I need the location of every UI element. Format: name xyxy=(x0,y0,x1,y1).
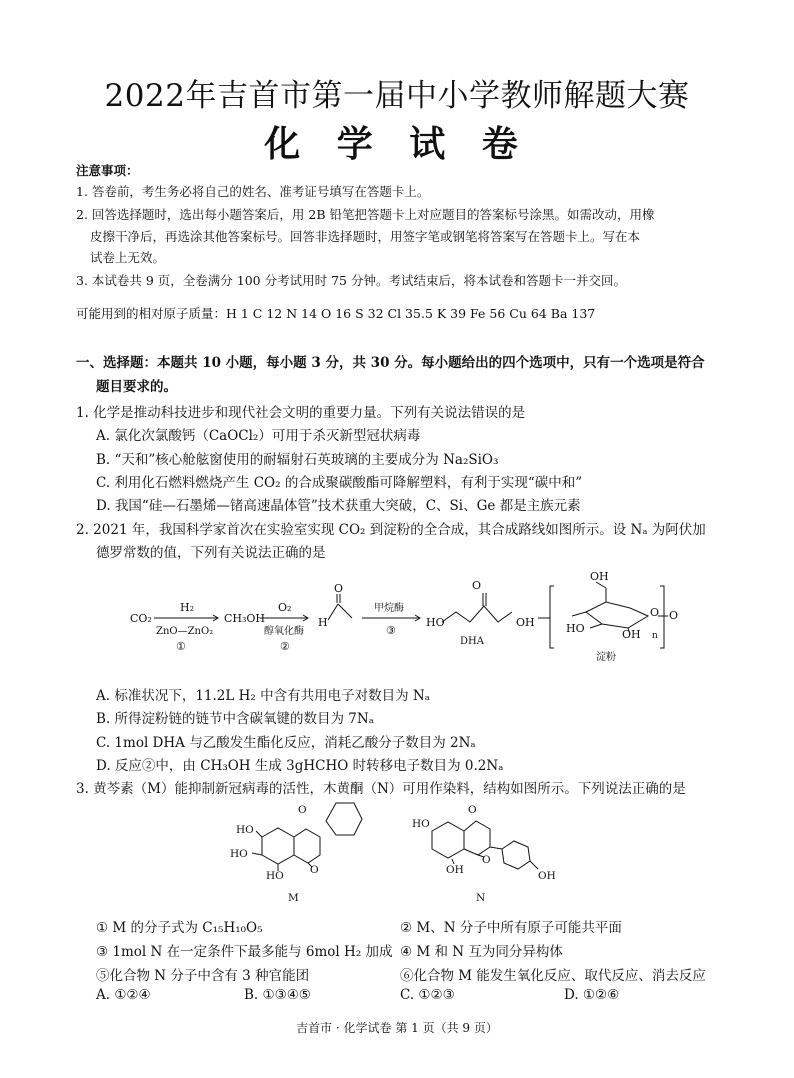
n-phenol-ring xyxy=(502,841,530,869)
q2-option-a: A. 标准状况下，11.2L H₂ 中含有共用电子对数目为 Nₐ xyxy=(96,688,430,704)
m-ho-1: HO xyxy=(236,824,254,836)
q2-option-c: C. 1mol DHA 与乙酸发生酯化反应，消耗乙酸分子数目为 2Nₐ xyxy=(96,735,476,751)
m-benzo-ring xyxy=(262,828,294,864)
q3-statement-2: ② M、N 分子中所有原子可能共平面 xyxy=(400,920,622,936)
scheme-co2: CO₂ xyxy=(130,612,152,625)
q3-option-b: B. ①③④⑤ xyxy=(244,987,311,1003)
n-benzo-ring xyxy=(432,822,464,858)
n-ho: HO xyxy=(412,818,430,830)
q2-stem: 2. 2021 年，我国科学家首次在实验室实现 CO₂ 到淀粉的全合成，其合成路线如图所示。设 Nₐ 为阿伏加 xyxy=(76,522,706,538)
scheme-starch-ho: HO xyxy=(566,622,585,635)
dha-skeleton xyxy=(442,606,512,622)
scheme-formaldehyde-o: O xyxy=(334,582,344,595)
scheme-ch3oh: CH₃OH xyxy=(224,612,266,625)
scheme-formaldehyde-h: H xyxy=(318,616,328,629)
hcho-bond xyxy=(328,604,338,620)
scheme-dha-oh: OH xyxy=(516,616,535,629)
m-pyranone-ring xyxy=(294,829,320,863)
scheme-h2: H₂ xyxy=(180,601,195,614)
n-pyranone-ring xyxy=(464,821,490,855)
m-ho-3: HO xyxy=(266,870,284,882)
q2-option-b: B. 所得淀粉链的链节中含碳氧键的数目为 7Nₐ xyxy=(96,711,374,727)
q3-structures xyxy=(226,801,576,905)
starch-right-bracket xyxy=(660,586,664,648)
scheme-cat2: 醇氧化酶 xyxy=(264,626,304,637)
scheme-starch-n: n xyxy=(652,631,658,641)
scheme-cat1: ZnO—ZnO₂ xyxy=(156,626,214,637)
m-phenyl-ring xyxy=(326,803,362,835)
q2-stem-cont: 德罗常数的值，下列有关说法正确的是 xyxy=(96,545,326,561)
scheme-step3: ③ xyxy=(386,624,396,637)
q3-stem: 3. 黄芩素（M）能抑制新冠病毒的活性，木黄酮（N）可用作染料，结构如图所示。下列说法正确的是 xyxy=(76,781,686,797)
n-o-keto: O xyxy=(482,854,491,866)
starch-oring-left xyxy=(572,612,586,616)
scheme-starch-oh: OH xyxy=(622,628,641,641)
scheme-cat3: 甲烷酶 xyxy=(374,603,404,614)
m-o-keto: O xyxy=(310,864,319,876)
scheme-dha-label: DHA xyxy=(460,636,484,647)
notice-item-2-end: 试卷上无效。 xyxy=(90,250,166,265)
q3-statement-3: ③ 1mol N 在一定条件下最多能与 6mol H₂ 加成 xyxy=(96,944,393,960)
q3-option-c: C. ①②③ xyxy=(400,987,455,1003)
q3-statement-5: ⑤化合物 N 分子中含有 3 种官能团 xyxy=(96,968,310,984)
notice-item-2: 2. 回答选择题时，选出每小题答案后，用 2B 铅笔把答题卡上对应题目的答案标号涂黑。如需改动，用橡 xyxy=(76,207,655,222)
n-oh-2: OH xyxy=(538,870,556,882)
n-oh-1: OH xyxy=(446,864,464,876)
scheme-starch-o-link: O xyxy=(669,609,679,622)
page-footer: 吉首市 · 化学试卷 第 1 页（共 9 页） xyxy=(296,1021,498,1035)
n-label: N xyxy=(476,892,486,904)
scheme-starch-label: 淀粉 xyxy=(596,652,616,663)
m-oh2-bond xyxy=(252,853,262,855)
q3-option-d: D. ①②⑥ xyxy=(564,987,620,1003)
q1-option-b: B. “天和”核心舱舷窗使用的耐辐射石英玻璃的主要成分为 Na₂SiO₃ xyxy=(96,452,499,468)
q1-option-a: A. 氯化次氯酸钙（CaOCl₂）可用于杀灭新型冠状病毒 xyxy=(96,428,421,444)
m-oh1-bond xyxy=(256,831,262,837)
q3-option-a: A. ①②④ xyxy=(96,987,151,1003)
m-label: M xyxy=(288,892,299,904)
q3-statement-4: ④ M 和 N 互为同分异构体 xyxy=(400,944,563,960)
q3-statement-1: ① M 的分子式为 C₁₅H₁₀O₅ xyxy=(96,920,263,936)
exam-subject: 化 学 试 卷 xyxy=(264,123,530,165)
scheme-dha-ho: HO xyxy=(426,616,445,629)
atomic-mass-line: 可能用到的相对原子质量：H 1 C 12 N 14 O 16 S 32 Cl 35.5 K 39 Fe 56 Cu 64 Ba 137 xyxy=(76,306,596,321)
exam-title: 2022年吉首市第一届中小学教师解题大赛 xyxy=(104,78,690,114)
starch-left-bracket xyxy=(550,586,554,648)
scheme-starch-o-ring: O xyxy=(650,606,660,619)
q1-stem: 1. 化学是推动科技进步和现代社会文明的重要力量。下列有关说法错误的是 xyxy=(76,405,526,421)
n-o-ring: O xyxy=(468,804,477,816)
scheme-step2: ② xyxy=(280,640,290,653)
section-heading: 一、选择题：本题共 10 小题，每小题 3 分，共 30 分。每小题给出的四个选项中，只有一个选项是符合 xyxy=(76,355,705,371)
starch-ring xyxy=(586,602,648,628)
n-oh2-bond xyxy=(530,861,538,869)
q1-option-d: D. 我国“硅—石墨烯—锗高速晶体管”技术获重大突破，C、Si、Ge 都是主族元素 xyxy=(96,498,581,514)
notice-item-1: 1. 答卷前，考生务必将自己的姓名、准考证号填写在答题卡上。 xyxy=(76,184,430,199)
n-aryl-bond xyxy=(490,847,502,849)
q2-option-d: D. 反应②中，由 CH₃OH 生成 3gHCHO 时转移电子数目为 0.2Nₐ xyxy=(96,758,504,774)
q3-statement-6: ⑥化合物 M 能发生氧化反应、取代反应、消去反应 xyxy=(400,968,706,984)
starch-ho-bond xyxy=(590,624,602,628)
scheme-o2: O₂ xyxy=(278,601,292,614)
q2-synthesis-scheme xyxy=(120,566,690,680)
m-o-ring: O xyxy=(298,804,307,816)
section-heading-cont: 题目要求的。 xyxy=(96,379,177,395)
notice-heading: 注意事项： xyxy=(76,163,139,178)
scheme-dha-o: O xyxy=(472,579,482,592)
m-ho-2: HO xyxy=(230,848,248,860)
q1-option-c: C. 利用化石燃料燃烧产生 CO₂ 的合成聚碳酸酯可降解塑料，有利于实现“碳中和” xyxy=(96,475,583,491)
scheme-step1: ① xyxy=(176,640,186,653)
notice-item-2-cont: 皮擦干净后，再选涂其他答案标号。回答非选择题时，用签字笔或钢笔将答案写在答题卡上。写在本 xyxy=(90,229,641,244)
hcho-ch xyxy=(338,604,352,618)
scheme-starch-oh-top: OH xyxy=(590,570,609,583)
notice-item-3: 3. 本试卷共 9 页，全卷满分 100 分考试用时 75 分钟。考试结束后，将本试卷和答题卡一并交回。 xyxy=(76,273,626,288)
